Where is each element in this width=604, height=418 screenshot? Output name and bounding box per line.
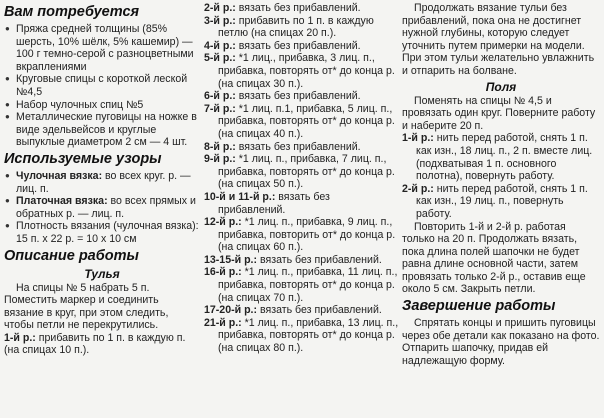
- brim-row-2: [402, 183, 600, 221]
- heading-brim: Поля: [485, 79, 517, 94]
- crown-row: [204, 15, 400, 40]
- crown-row: [204, 304, 400, 317]
- crown-row: [204, 266, 400, 304]
- crown-row-label: 5-й р.:: [204, 52, 236, 65]
- bullet-buttons: ● Металлические пуговицы на ножке в виде эдельвейсов и круглые выпуклые диаметром 2 см — 4 шт.: [4, 111, 200, 149]
- crown-row-text: *1 лиц. п., прибавка, 9 лиц. п., прибавка, повторить от* до конца р. (на спицах 60 п.).: [218, 216, 396, 254]
- crown-row: [204, 191, 400, 216]
- crown-row-text: прибавить по 1 п. в каждую петлю (на спицах 20 п.).: [218, 14, 374, 40]
- brim-row-1-label: 1-й р.:: [402, 132, 434, 145]
- crown-row: [204, 254, 400, 267]
- row-1-text: прибавить по 1 п. в каждую п. (на спицах 10 п.).: [4, 331, 186, 357]
- text-cast-on: На спицы № 5 набрать 5 п. Поместить маркер и соединить вязание в круг, при этом следить, чтобы петли не перекрутились.: [4, 281, 169, 332]
- row-1-label: 1-й р.:: [4, 331, 36, 344]
- text-garter: во всех прямых и обратных р. — лиц. п.: [16, 195, 196, 220]
- crown-row: [204, 216, 400, 254]
- crown-row-label: 10-й и 11-й р.:: [204, 190, 276, 203]
- heading-finishing: Завершение работы: [402, 298, 556, 315]
- crown-row-label: 21-й р.:: [204, 316, 242, 329]
- column-brim: [402, 2, 600, 367]
- crown-row-label: 2-й р.:: [204, 2, 236, 14]
- crown-row-text: вязать без прибавлений.: [257, 304, 382, 317]
- crown-row-text: вязать без прибавлений.: [235, 140, 361, 153]
- label-stockinette: Чулочная вязка:: [16, 169, 103, 182]
- text-continue-crown: Продолжать вязание тульи без прибавлений, пока она не достигнет нужной глубины, которую следует уточнить путем примерки на модели. При этом тульи желательно увлажнить и отпарить на болване.: [402, 2, 595, 77]
- crown-row-text: *1 лиц. п., прибавка, 7 лиц. п., прибавка, повторять от* до конца р. (на спицах 50 п.).: [218, 153, 395, 191]
- bullet-circular-needles: ● Круговые спицы с короткой леской №4,5: [4, 73, 200, 98]
- crown-row-text: *1 лиц. п.1, прибавка, 5 лиц. п., прибавка, повторять от* до конца р. (на спицах 40 п.).: [218, 102, 395, 140]
- text-stockinette: во всех круг. р. — лиц. п.: [16, 169, 191, 195]
- crown-row: [204, 2, 400, 15]
- bullet-stockinette: [4, 170, 200, 195]
- label-garter: Платочная вязка:: [16, 195, 108, 208]
- bullet-yarn: ● Пряжа средней толщины (85% шерсть, 10% шёлк, 5% кашемир) — 100 г темно-серой с разноцветными вкраплениями: [4, 23, 200, 73]
- brim-row-1: [402, 132, 600, 182]
- crown-row: [204, 52, 400, 90]
- crown-row: [204, 141, 400, 154]
- column-materials: [4, 2, 200, 357]
- brim-row-2-text: нить перед работой, снять 1 п. как изн., 19 лиц. п., повернуть работу.: [416, 182, 588, 220]
- bullet-dpn-set: ● Набор чулочных спиц №5: [4, 99, 200, 112]
- text-brim-start: Поменять на спицы № 4,5 и провязать один круг. Поверните работу и наберите 20 п.: [402, 94, 596, 132]
- crown-row-label: 7-й р.:: [204, 102, 236, 115]
- crown-row-label: 6-й р.:: [204, 90, 236, 103]
- brim-row-2-label: 2-й р.:: [402, 182, 434, 195]
- brim-row-1-text: нить перед работой, снять 1 п. как изн., 18 лиц. п., 2 п. вместе лиц. (подхватывая 1 п. основного полотна), повернуть работу.: [416, 132, 593, 183]
- crown-row-text: *1 лиц., прибавка, 3 лиц. п., прибавка, повторять от* до конца р. (на спицах 30 п.).: [218, 52, 395, 90]
- text-finishing: Спрятать концы и пришить пуговицы через обе детали как показано на фото. Отпарить шапочку, придав ей надлежащую форму.: [402, 317, 600, 367]
- crown-row: [204, 40, 400, 53]
- crown-row: [204, 153, 400, 191]
- crown-row-text: вязать без прибавлений.: [235, 90, 361, 103]
- crown-row-label: 3-й р.:: [204, 14, 236, 27]
- text-brim-repeat: Повторить 1-й и 2-й р. работая только на 20 п. Продолжать вязать, пока длина полей шапочки не будет равна длине основной части, затем провязать только 2-й р., оставив еще около 5 см. Закрыть петли.: [402, 220, 586, 296]
- heading-crown: Тулья: [84, 266, 120, 281]
- crown-row-label: 13-15-й р.:: [204, 253, 258, 266]
- crown-row-text: вязать без прибавлений.: [257, 253, 382, 266]
- heading-materials: Вам потребуется: [4, 4, 140, 20]
- crown-row: [204, 103, 400, 141]
- heading-description: Описание работы: [4, 247, 139, 264]
- column-rows: [204, 2, 400, 355]
- crown-row-label: 9-й р.:: [204, 153, 236, 166]
- bullet-garter: [4, 195, 200, 220]
- crown-row-text: вязать без прибавлений.: [235, 39, 361, 52]
- crown-row-label: 4-й р.:: [204, 39, 236, 52]
- crown-row: [204, 317, 400, 355]
- crown-row-text: *1 лиц. п., прибавка, 13 лиц. п., прибавка, повторять от* до конца р. (на спицах 80 п.).: [218, 316, 399, 355]
- heading-patterns: Используемые узоры: [4, 150, 162, 167]
- crown-row-text: вязать без прибавлений.: [218, 190, 330, 216]
- row-1: [4, 332, 200, 357]
- crown-row-label: 12-й р.:: [204, 216, 242, 229]
- crown-row-text: *1 лиц. п., прибавка, 11 лиц. п., прибавка, повторять от* до конца р. (на спицах 70 п.).: [218, 266, 398, 304]
- crown-row-label: 17-20-й р.:: [204, 304, 258, 317]
- crown-row-label: 8-й р.:: [204, 140, 236, 153]
- crown-row-label: 16-й р.:: [204, 266, 242, 279]
- crown-row-text: вязать без прибавлений.: [235, 2, 361, 14]
- bullet-gauge: ● Плотность вязания (чулочная вязка): 15 п. х 22 р. = 10 х 10 см: [4, 220, 200, 245]
- crown-row: [204, 90, 400, 103]
